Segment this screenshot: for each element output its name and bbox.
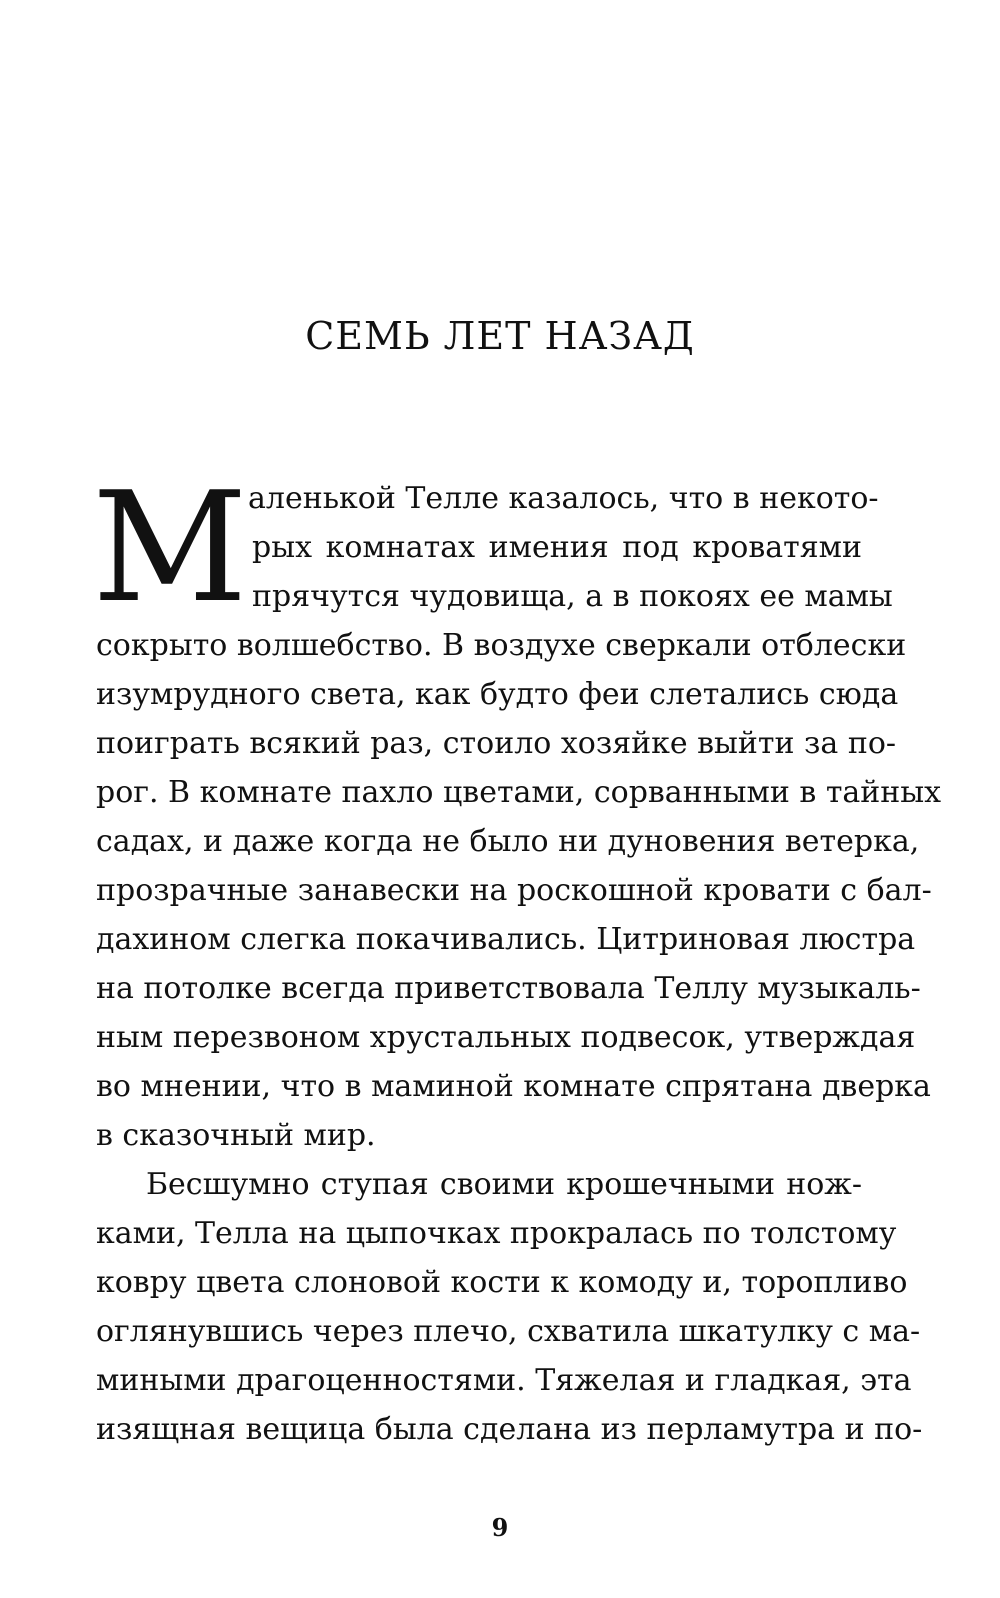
text-line: Бесшумно ступая своими крошечными нож- [146, 1167, 862, 1202]
drop-cap-letter: М [92, 459, 248, 636]
text-line: ками, Телла на цыпочках прокралась по толстому [96, 1216, 897, 1251]
text-line: оглянувшись через плечо, схватила шкатулку с ма- [96, 1314, 921, 1349]
text-line: в сказочный мир. [96, 1118, 376, 1153]
text-line: изящная вещица была сделана из перламутра и по- [96, 1412, 923, 1447]
text-line: аленькой Телле казалось, что в некото- [248, 481, 879, 516]
page-number: 9 [491, 1513, 509, 1542]
text-line: садах, и даже когда не было ни дуновения ветерка, [96, 824, 920, 859]
text-line: рог. В комнате пахло цветами, сорванными в тайных [96, 775, 942, 810]
text-line: ковру цвета слоновой кости к комоду и, торопливо [96, 1265, 908, 1300]
text-line: дахином слегка покачивались. Цитриновая люстра [96, 922, 916, 957]
text-line: миными драгоценностями. Тяжелая и гладкая, эта [96, 1363, 912, 1398]
text-line: прозрачные занавески на роскошной кровати с бал- [96, 873, 932, 908]
text-line: ным перезвоном хрустальных подвесок, утверждая [96, 1020, 916, 1055]
text-line: на потолке всегда приветствовала Теллу музыкаль- [96, 971, 921, 1006]
text-line: рых комнатах имения под кроватями [252, 530, 862, 565]
text-line: прячутся чудовища, а в покоях ее мамы [252, 579, 893, 614]
chapter-title: СЕМЬ ЛЕТ НАЗАД [305, 314, 695, 358]
text-line: изумрудного света, как будто феи слетались сюда [96, 677, 899, 712]
text-line: во мнении, что в маминой комнате спрятана дверка [96, 1069, 931, 1104]
text-line: сокрыто волшебство. В воздухе сверкали отблески [96, 628, 907, 663]
text-line: поиграть всякий раз, стоило хозяйке выйти за по- [96, 726, 897, 761]
